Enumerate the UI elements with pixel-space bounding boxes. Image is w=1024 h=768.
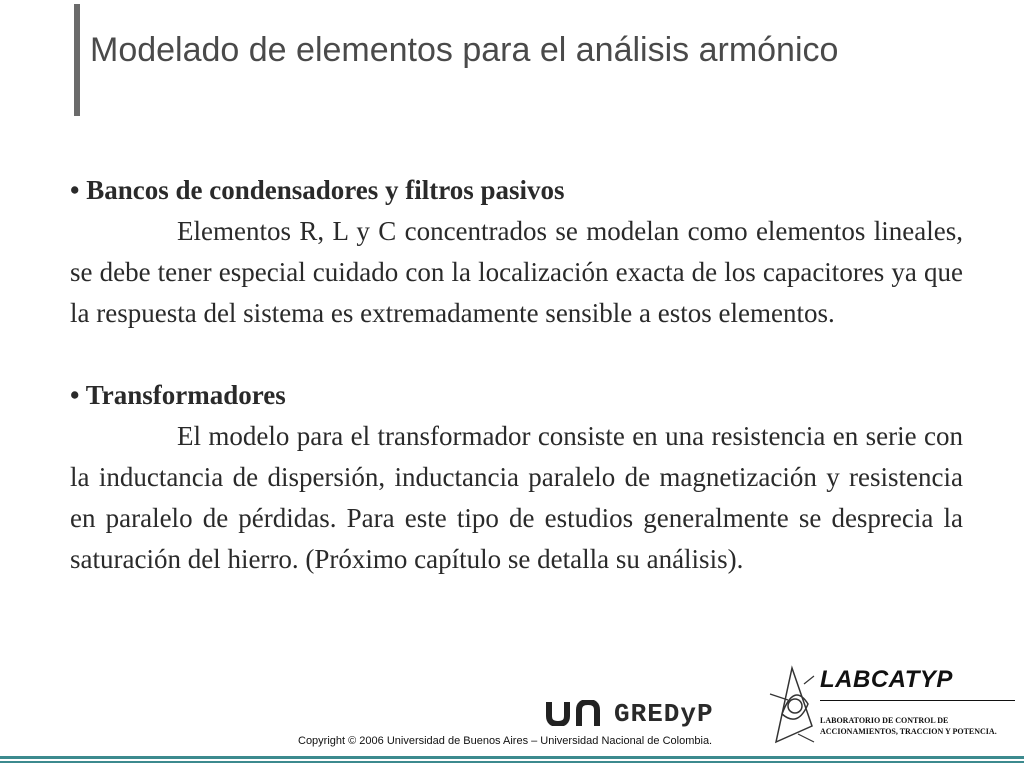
footer-rule-bottom — [0, 761, 1024, 763]
section-text-transformers: El modelo para el transformador consiste en una resistencia en serie con la inductancia de dispersión, inductancia paralelo de magnetización y resistencia en paralelo de pérdidas. Para este tipo de estudios generalmente se desprecia la saturación del hierro. (Próximo capítulo se detalla su análisis). — [70, 421, 963, 574]
section-heading-transformers: • Transformadores — [70, 380, 286, 410]
section-text-capacitors: Elementos R, L y C concentrados se modelan como elementos lineales, se debe tener especial cuidado con la localización exacta de los capacitores ya que la respuesta del sistema es extremadamente sensible a estos elementos. — [70, 216, 963, 328]
title-accent-bar — [74, 4, 80, 116]
section-heading-capacitors: • Bancos de condensadores y filtros pasivos — [70, 175, 565, 205]
footer-rule-top — [0, 756, 1024, 759]
gredyp-logo-text: GREDyP — [614, 699, 714, 729]
labcatyp-subtitle — [820, 715, 1024, 737]
labcatyp-subtitle-line-2: ACCIONAMIENTOS, TRACCION Y POTENCIA. — [820, 727, 997, 736]
labcatyp-emblem-icon — [768, 664, 818, 746]
copyright-text: Copyright © 2006 Universidad de Buenos Aires – Universidad Nacional de Colombia. — [298, 735, 713, 747]
un-logo-icon — [546, 700, 606, 726]
slide-body — [70, 170, 963, 580]
labcatyp-logo-text: LABCATYP — [820, 666, 953, 693]
footer-rule — [0, 756, 1024, 768]
labcatyp-divider — [820, 700, 1015, 701]
section-spacer — [70, 334, 963, 375]
slide-title: Modelado de elementos para el análisis armónico — [90, 31, 839, 69]
labcatyp-subtitle-line-1: LABORATORIO DE CONTROL DE — [820, 716, 949, 725]
